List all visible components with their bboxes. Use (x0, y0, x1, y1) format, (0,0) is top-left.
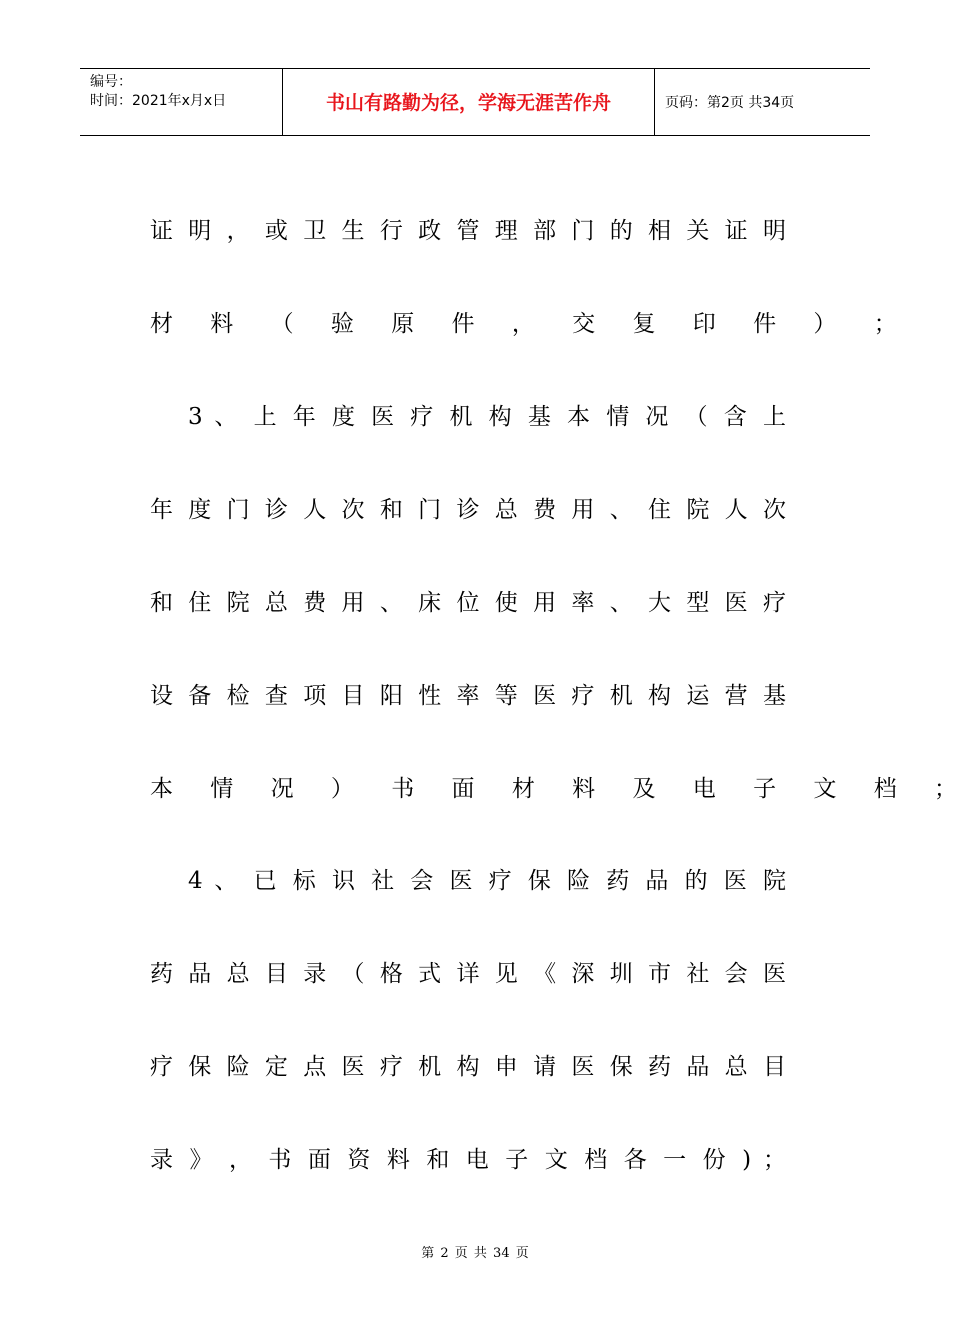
header-info-cell (80, 69, 282, 136)
page-header (80, 68, 870, 136)
body-line: 材 料 （ 验 原 件 ， 交 复 印 件 ） ； (150, 311, 912, 337)
body-line: 年 度 门 诊 人 次 和 门 诊 总 费 用 、 住 院 人 次 (150, 497, 786, 523)
header-motto: 书山有路勤为径，学海无涯苦作舟 (325, 92, 611, 114)
page-footer: 第 2 页 共 34 页 (421, 1246, 529, 1261)
body-line: 设 备 检 查 项 目 阳 性 率 等 医 疗 机 构 运 营 基 (150, 683, 786, 709)
document-time-label: 时间：2021年x月x日 (90, 93, 227, 109)
body-line: 4 、 已 标 识 社 会 医 疗 保 险 药 品 的 医 院 (188, 868, 786, 894)
document-number-label: 编号： (90, 74, 132, 90)
body-line: 和 住 院 总 费 用 、 床 位 使 用 率 、 大 型 医 疗 (150, 590, 786, 616)
header-page-cell (655, 69, 870, 136)
body-line: 药 品 总 目 录 （ 格 式 详 见 《 深 圳 市 社 会 医 (150, 961, 786, 987)
body-line: 本 情 况 ） 书 面 材 料 及 电 子 文 档 ； (150, 776, 972, 802)
header-page-code: 页码：第2页 共34页 (665, 95, 795, 111)
header-motto-cell (282, 69, 655, 136)
body-line: 疗 保 险 定 点 医 疗 机 构 申 请 医 保 药 品 总 目 (150, 1054, 786, 1080)
body-line: 录 》 ， 书 面 资 料 和 电 子 文 档 各 一 份 ) ； (150, 1147, 786, 1173)
body-line: 3 、 上 年 度 医 疗 机 构 基 本 情 况 （ 含 上 (188, 404, 786, 430)
body-line: 证 明 ， 或 卫 生 行 政 管 理 部 门 的 相 关 证 明 (150, 218, 786, 244)
